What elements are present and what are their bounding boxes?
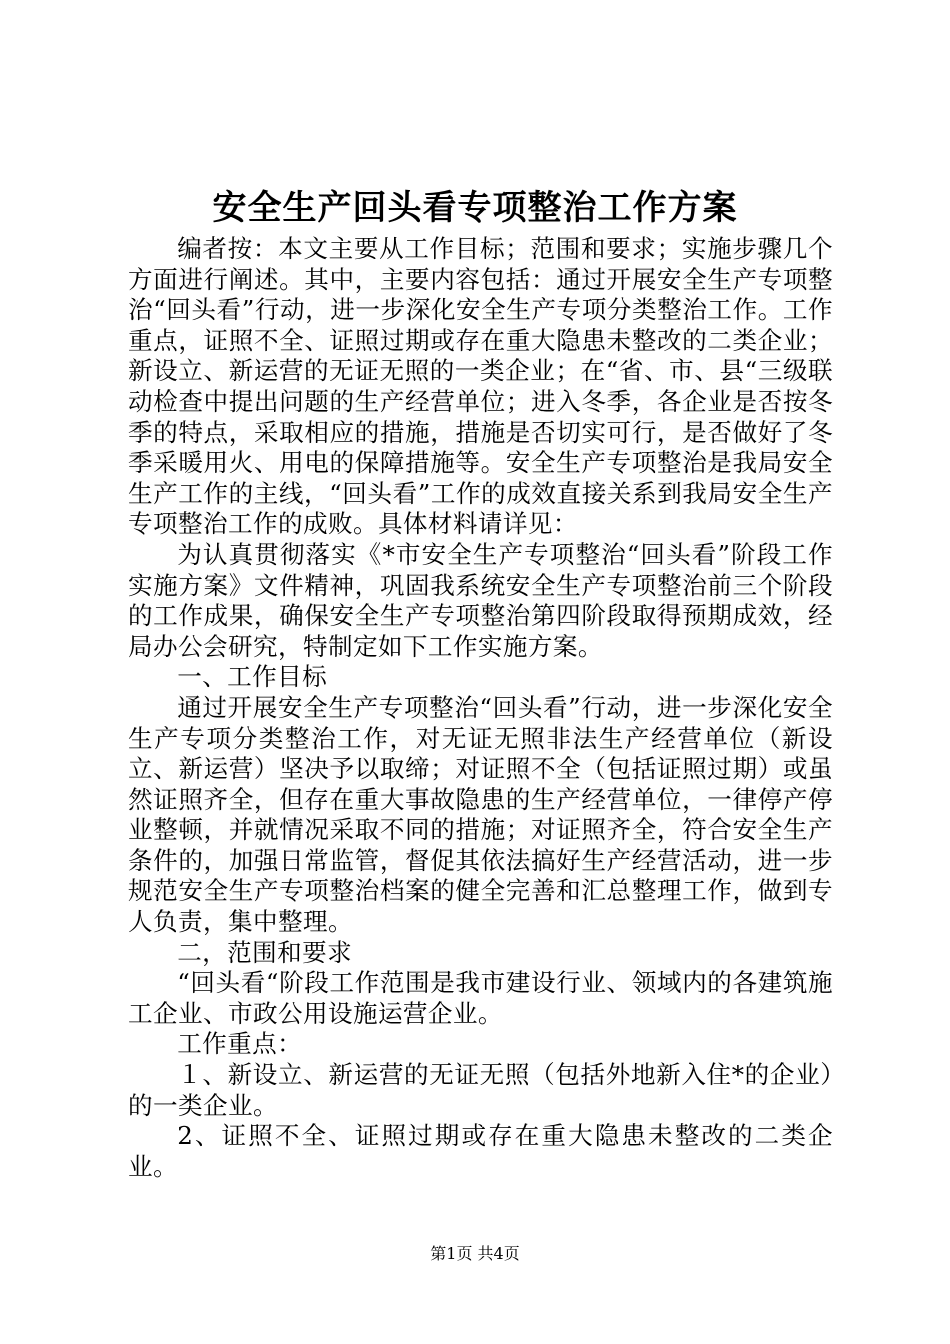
section-heading-goals: 一、工作目标 bbox=[177, 662, 328, 692]
section-heading-scope: 二，范围和要求 bbox=[177, 937, 353, 967]
paragraph-scope: “回头看“阶段工作范围是我市建设行业、领域内的各建筑施工企业、市政公用设施运营企业。 bbox=[128, 968, 833, 1028]
paragraph-key-points-label: 工作重点： bbox=[177, 1029, 303, 1059]
list-item-1: １、新设立、新运营的无证无照（包括外地新入住*的企业）的一类企业。 bbox=[128, 1060, 833, 1120]
document-body bbox=[128, 234, 833, 1182]
paragraph-goals: 通过开展安全生产专项整治“回头看”行动，进一步深化安全生产专项分类整治工作，对无证无照非法生产经营单位（新设立、新运营）坚决予以取缔；对证照不全（包括证照过期）或虽然证照齐全，但存在重大事故隐患的生产经营单位，一律停产停业整顿，并就情况采取不同的措施；对证照齐全，符合安全生产条件的，加强日常监管，督促其依法搞好生产经营活动，进一步规范安全生产专项整治档案的健全完善和汇总整理工作，做到专人负责，集中整理。 bbox=[128, 692, 833, 937]
paragraph-editor-note: 编者按：本文主要从工作目标；范围和要求；实施步骤几个方面进行阐述。其中，主要内容包括：通过开展安全生产专项整治“回头看”行动，进一步深化安全生产专项分类整治工作。工作重点，证照不全、证照过期或存在重大隐患未整改的二类企业；新设立、新运营的无证无照的一类企业；在“省、市、县“三级联动检查中提出问题的生产经营单位；进入冬季，各企业是否按冬季的特点，采取相应的措施，措施是否切实可行，是否做好了冬季采暖用火、用电的保障措施等。安全生产专项整治是我局安全生产工作的主线，“回头看”工作的成效直接关系到我局安全生产专项整治工作的成败。具体材料请详见： bbox=[128, 234, 833, 539]
document-title: 安全生产回头看专项整治工作方案 bbox=[212, 188, 738, 228]
page-number-footer: 第1页 共4页 bbox=[430, 1244, 520, 1263]
paragraph-intro: 为认真贯彻落实《*市安全生产专项整治“回头看”阶段工作实施方案》文件精神，巩固我系统安全生产专项整治前三个阶段的工作成果，确保安全生产专项整治第四阶段取得预期成效，经局办公会研究，特制定如下工作实施方案。 bbox=[128, 539, 833, 661]
list-item-2: 2、证照不全、证照过期或存在重大隐患未整改的二类企业。 bbox=[128, 1121, 833, 1181]
